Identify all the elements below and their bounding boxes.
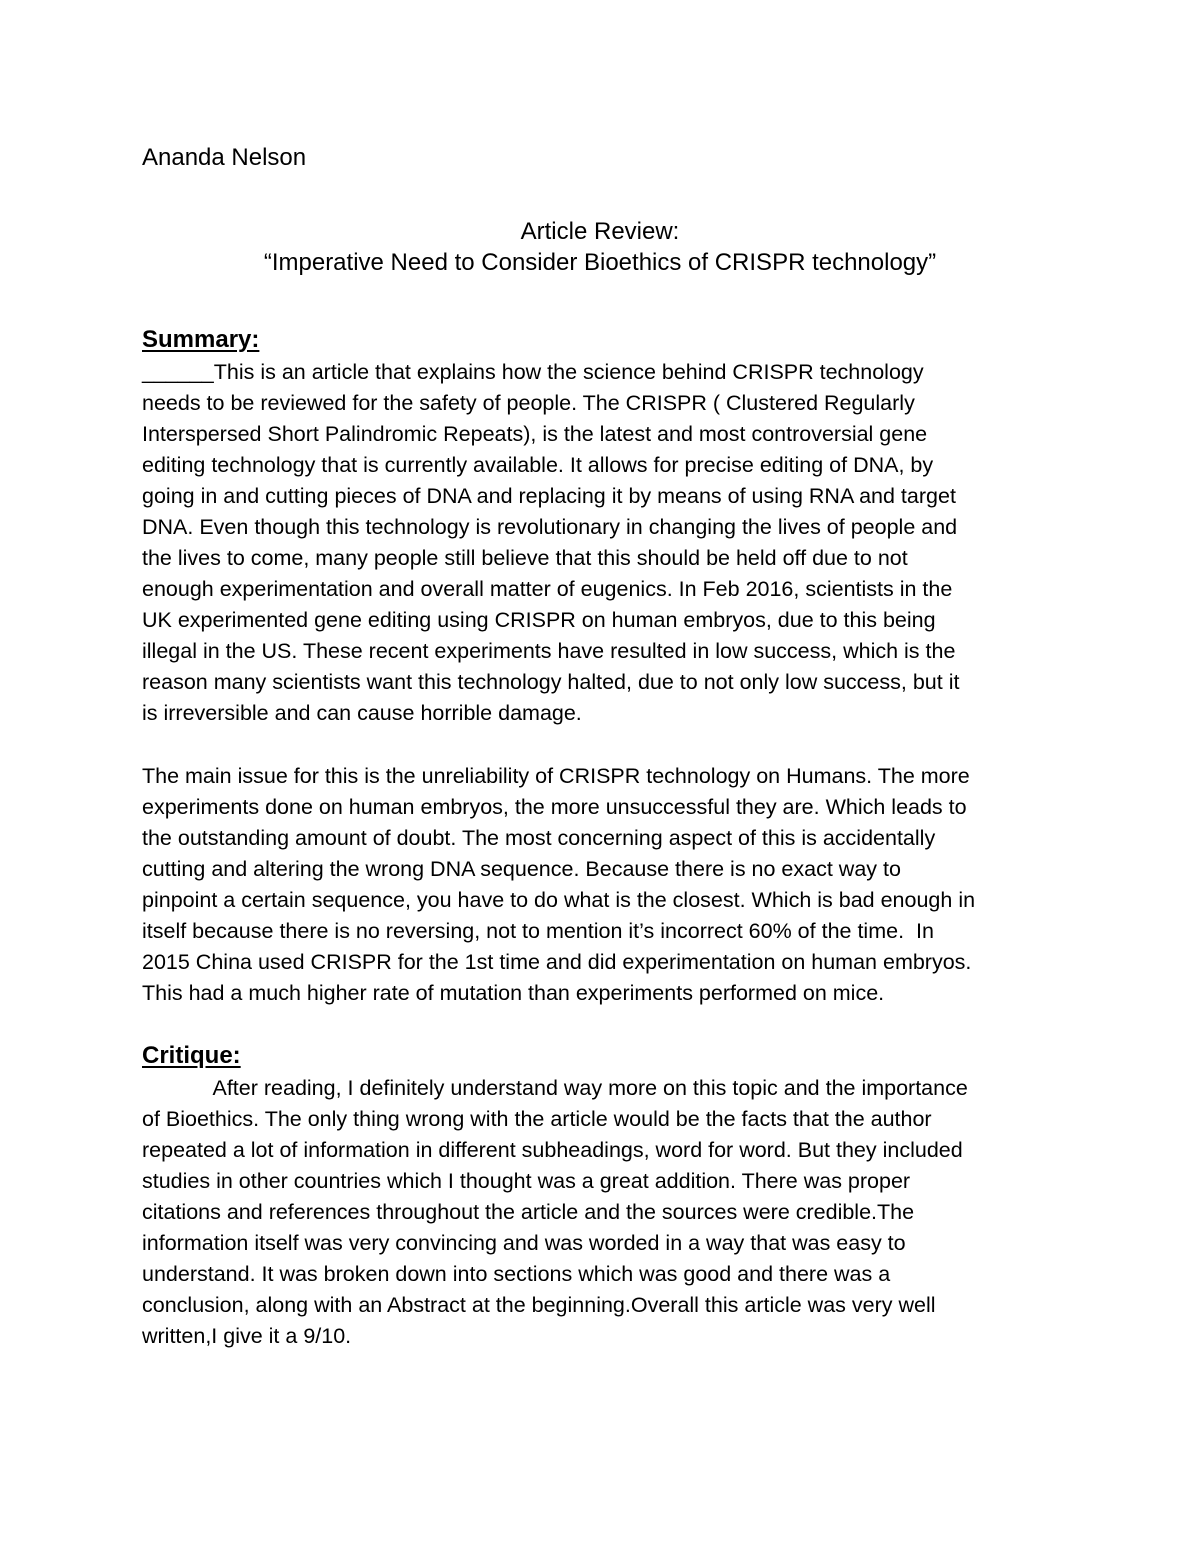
text-line: studies in other countries which I thought was a great addition. There was proper	[142, 1169, 911, 1193]
text-line: cutting and altering the wrong DNA sequence. Because there is no exact way to	[142, 857, 901, 881]
text-line: This had a much higher rate of mutation than experiments performed on mice.	[142, 981, 885, 1005]
critique-paragraph	[142, 1073, 1058, 1352]
text-line: the outstanding amount of doubt. The most concerning aspect of this is accidentally	[142, 826, 936, 850]
text-line: conclusion, along with an Abstract at the beginning.Overall this article was very well	[142, 1293, 936, 1317]
text-line: going in and cutting pieces of DNA and replacing it by means of using RNA and target	[142, 484, 956, 508]
text-line: editing technology that is currently available. It allows for precise editing of DNA, by	[142, 453, 934, 477]
text-line: reason many scientists want this technology halted, due to not only low success, but it	[142, 670, 960, 694]
text-line: ______This is an article that explains how the science behind CRISPR technology	[142, 360, 924, 384]
text-line: The main issue for this is the unreliability of CRISPR technology on Humans. The more	[142, 764, 970, 788]
critique-heading: Critique:	[142, 1042, 241, 1069]
article-review-label: Article Review:	[520, 218, 680, 245]
summary-paragraph-2	[142, 761, 1058, 1009]
text-line: pinpoint a certain sequence, you have to do what is the closest. Which is bad enough in	[142, 888, 976, 912]
summary-heading: Summary:	[142, 326, 260, 353]
article-title: “Imperative Need to Consider Bioethics of CRISPR technology”	[263, 249, 937, 276]
text-line: After reading, I definitely understand way more on this topic and the importance	[142, 1076, 968, 1100]
text-line: Interspersed Short Palindromic Repeats), is the latest and most controversial gene	[142, 422, 928, 446]
text-line: UK experimented gene editing using CRISPR on human embryos, due to this being	[142, 608, 936, 632]
text-line: illegal in the US. These recent experiments have resulted in low success, which is the	[142, 639, 956, 663]
text-line: of Bioethics. The only thing wrong with the article would be the facts that the author	[142, 1107, 932, 1131]
text-line: information itself was very convincing and was worded in a way that was easy to	[142, 1231, 906, 1255]
text-line: citations and references throughout the article and the sources were credible.The	[142, 1200, 915, 1224]
text-line: DNA. Even though this technology is revolutionary in changing the lives of people and	[142, 515, 958, 539]
text-line: is irreversible and can cause horrible damage.	[142, 701, 582, 725]
text-line: needs to be reviewed for the safety of people. The CRISPR ( Clustered Regularly	[142, 391, 915, 415]
author-name: Ananda Nelson	[142, 144, 307, 171]
text-line: understand. It was broken down into sections which was good and there was a	[142, 1262, 891, 1286]
text-line: experiments done on human embryos, the more unsuccessful they are. Which leads to	[142, 795, 967, 819]
text-line: written,I give it a 9/10.	[142, 1324, 352, 1348]
text-line: the lives to come, many people still believe that this should be held off due to not	[142, 546, 908, 570]
summary-paragraph-1	[142, 357, 1058, 729]
text-line: 2015 China used CRISPR for the 1st time and did experimentation on human embryos.	[142, 950, 972, 974]
title-block	[100, 216, 1100, 278]
text-line: repeated a lot of information in different subheadings, word for word. But they included	[142, 1138, 963, 1162]
text-line: itself because there is no reversing, not to mention it’s incorrect 60% of the time. In	[142, 919, 934, 943]
text-line: enough experimentation and overall matter of eugenics. In Feb 2016, scientists in the	[142, 577, 953, 601]
